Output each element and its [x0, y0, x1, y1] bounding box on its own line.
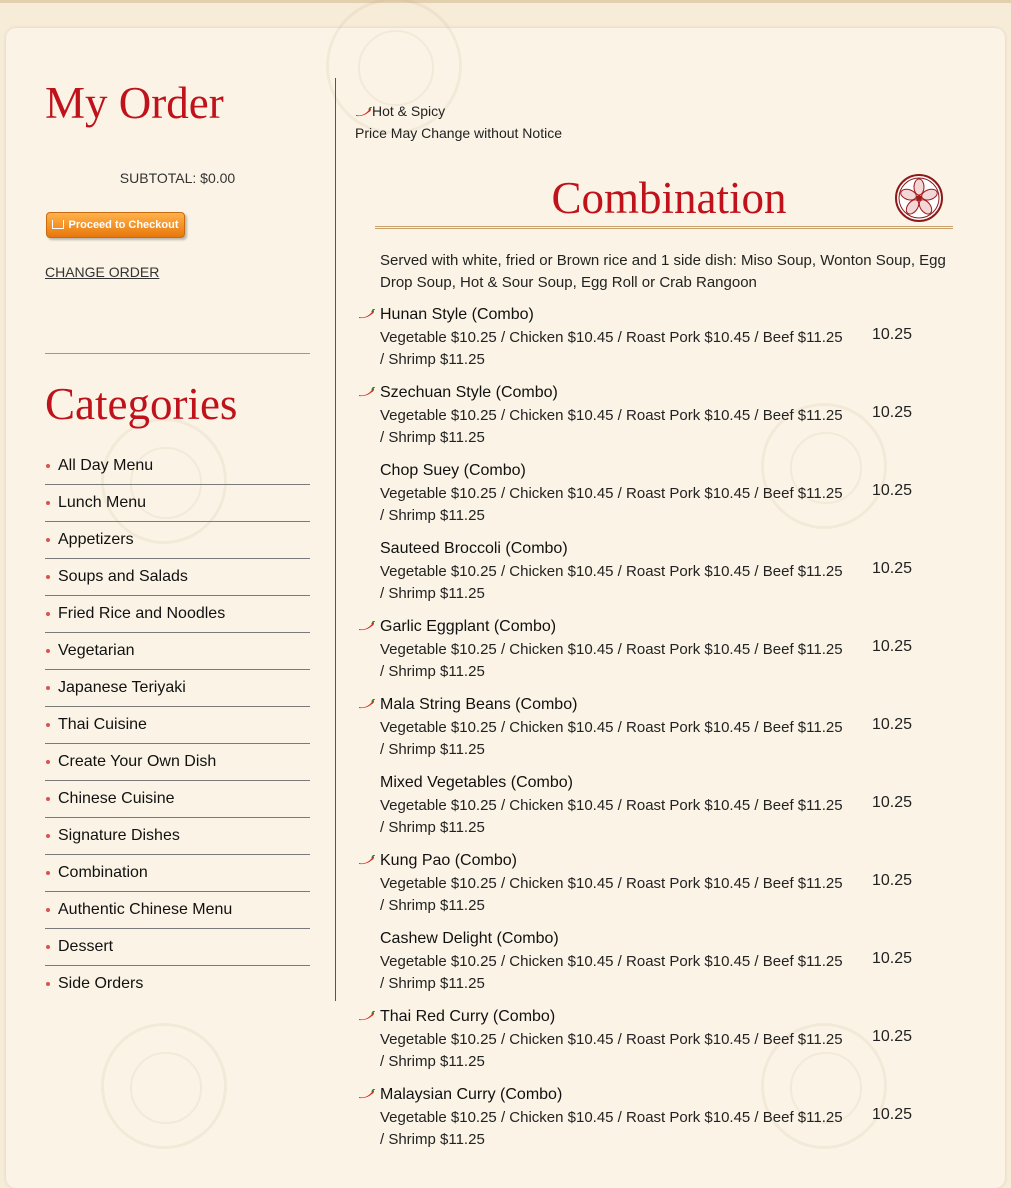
category-item[interactable]: Create Your Own Dish	[45, 744, 310, 781]
item-name[interactable]: Hunan Style (Combo)	[380, 306, 534, 323]
menu-item[interactable]	[355, 772, 955, 850]
menu-item[interactable]	[355, 616, 955, 694]
category-item[interactable]: All Day Menu	[45, 448, 310, 485]
column-divider	[335, 78, 336, 1001]
categories-title: Categories	[45, 379, 238, 429]
category-item[interactable]: Fried Rice and Noodles	[45, 596, 310, 633]
item-options: Vegetable $10.25 / Chicken $10.45 / Roast Pork $10.45 / Beef $11.25 / Shrimp $11.25	[380, 485, 843, 524]
item-options: Vegetable $10.25 / Chicken $10.45 / Roast Pork $10.45 / Beef $11.25 / Shrimp $11.25	[380, 1109, 843, 1148]
chili-pepper-icon	[358, 699, 375, 709]
item-options: Vegetable $10.25 / Chicken $10.45 / Roast Pork $10.45 / Beef $11.25 / Shrimp $11.25	[380, 953, 843, 992]
categories-list	[45, 448, 310, 1002]
item-price: 10.25	[872, 716, 913, 733]
my-order-title: My Order	[45, 78, 224, 128]
menu-item[interactable]	[355, 928, 955, 1006]
item-options: Vegetable $10.25 / Chicken $10.45 / Roast Pork $10.45 / Beef $11.25 / Shrimp $11.25	[380, 719, 843, 758]
menu-item[interactable]	[355, 538, 955, 616]
item-name[interactable]: Sauteed Broccoli (Combo)	[380, 540, 568, 557]
chili-pepper-icon	[355, 107, 372, 117]
item-name[interactable]: Mala String Beans (Combo)	[380, 696, 578, 713]
menu-item[interactable]	[355, 694, 955, 772]
item-price: 10.25	[872, 482, 913, 499]
proceed-to-checkout-button[interactable]	[46, 212, 185, 238]
chili-pepper-icon	[358, 621, 375, 631]
menu-item[interactable]	[355, 304, 955, 382]
chili-pepper-icon	[358, 387, 375, 397]
chili-pepper-icon	[358, 309, 375, 319]
section-header	[375, 170, 953, 229]
category-item[interactable]: Signature Dishes	[45, 818, 310, 855]
item-price: 10.25	[872, 1028, 913, 1045]
cart-icon	[52, 220, 64, 229]
item-price: 10.25	[872, 638, 913, 655]
section-title: Combination	[551, 173, 787, 223]
item-price: 10.25	[872, 950, 913, 967]
item-options: Vegetable $10.25 / Chicken $10.45 / Roast Pork $10.45 / Beef $11.25 / Shrimp $11.25	[380, 1031, 843, 1070]
category-item[interactable]: Chinese Cuisine	[45, 781, 310, 818]
chili-pepper-icon	[358, 1089, 375, 1099]
menu-item[interactable]	[355, 460, 955, 538]
category-item[interactable]: Japanese Teriyaki	[45, 670, 310, 707]
item-price: 10.25	[872, 1106, 913, 1123]
background-pattern	[101, 1023, 227, 1149]
category-item[interactable]: Authentic Chinese Menu	[45, 892, 310, 929]
item-options: Vegetable $10.25 / Chicken $10.45 / Roast Pork $10.45 / Beef $11.25 / Shrimp $11.25	[380, 875, 843, 914]
category-item[interactable]: Side Orders	[45, 966, 310, 1002]
item-options: Vegetable $10.25 / Chicken $10.45 / Roast Pork $10.45 / Beef $11.25 / Shrimp $11.25	[380, 329, 843, 368]
flower-icon	[894, 174, 944, 222]
menu-item[interactable]	[355, 382, 955, 460]
item-options: Vegetable $10.25 / Chicken $10.45 / Roast Pork $10.45 / Beef $11.25 / Shrimp $11.25	[380, 407, 843, 446]
chili-pepper-icon	[358, 855, 375, 865]
hot-spicy-label: Hot & Spicy	[372, 103, 446, 119]
item-price: 10.25	[872, 872, 913, 889]
menu-item[interactable]	[355, 1084, 955, 1162]
category-item[interactable]: Soups and Salads	[45, 559, 310, 596]
category-item[interactable]: Vegetarian	[45, 633, 310, 670]
sidebar-divider	[45, 353, 310, 354]
subtotal-text: SUBTOTAL: $0.00	[119, 170, 236, 186]
item-price: 10.25	[872, 794, 913, 811]
category-item[interactable]: Thai Cuisine	[45, 707, 310, 744]
item-name[interactable]: Mixed Vegetables (Combo)	[380, 774, 573, 791]
item-price: 10.25	[872, 326, 913, 343]
category-item[interactable]: Dessert	[45, 929, 310, 966]
menu-content	[355, 100, 955, 1148]
menu-item[interactable]	[355, 1006, 955, 1084]
item-name[interactable]: Thai Red Curry (Combo)	[380, 1008, 556, 1025]
item-price: 10.25	[872, 560, 913, 577]
item-options: Vegetable $10.25 / Chicken $10.45 / Roast Pork $10.45 / Beef $11.25 / Shrimp $11.25	[380, 563, 843, 602]
legend	[355, 100, 955, 144]
price-notice: Price May Change without Notice	[355, 125, 562, 141]
item-options: Vegetable $10.25 / Chicken $10.45 / Roast Pork $10.45 / Beef $11.25 / Shrimp $11.25	[380, 797, 843, 836]
category-item[interactable]: Combination	[45, 855, 310, 892]
item-options: Vegetable $10.25 / Chicken $10.45 / Roast Pork $10.45 / Beef $11.25 / Shrimp $11.25	[380, 641, 843, 680]
menu-item[interactable]	[355, 850, 955, 928]
item-name[interactable]: Szechuan Style (Combo)	[380, 384, 558, 401]
item-name[interactable]: Chop Suey (Combo)	[380, 462, 526, 479]
item-name[interactable]: Kung Pao (Combo)	[380, 852, 517, 869]
item-name[interactable]: Garlic Eggplant (Combo)	[380, 618, 557, 635]
category-item[interactable]: Lunch Menu	[45, 485, 310, 522]
item-price: 10.25	[872, 404, 913, 421]
top-border	[0, 0, 1011, 3]
category-item[interactable]: Appetizers	[45, 522, 310, 559]
section-description: Served with white, fried or Brown rice and 1 side dish: Miso Soup, Wonton Soup, Egg Drop Soup, Hot & Sour Soup, Egg Roll or Crab Rangoon	[380, 252, 946, 291]
chili-pepper-icon	[358, 1011, 375, 1021]
change-order-link[interactable]: CHANGE ORDER	[45, 264, 160, 280]
item-name[interactable]: Cashew Delight (Combo)	[380, 930, 559, 947]
item-name[interactable]: Malaysian Curry (Combo)	[380, 1086, 563, 1103]
menu-items	[355, 304, 955, 1162]
checkout-label: Proceed to Checkout	[68, 219, 179, 231]
